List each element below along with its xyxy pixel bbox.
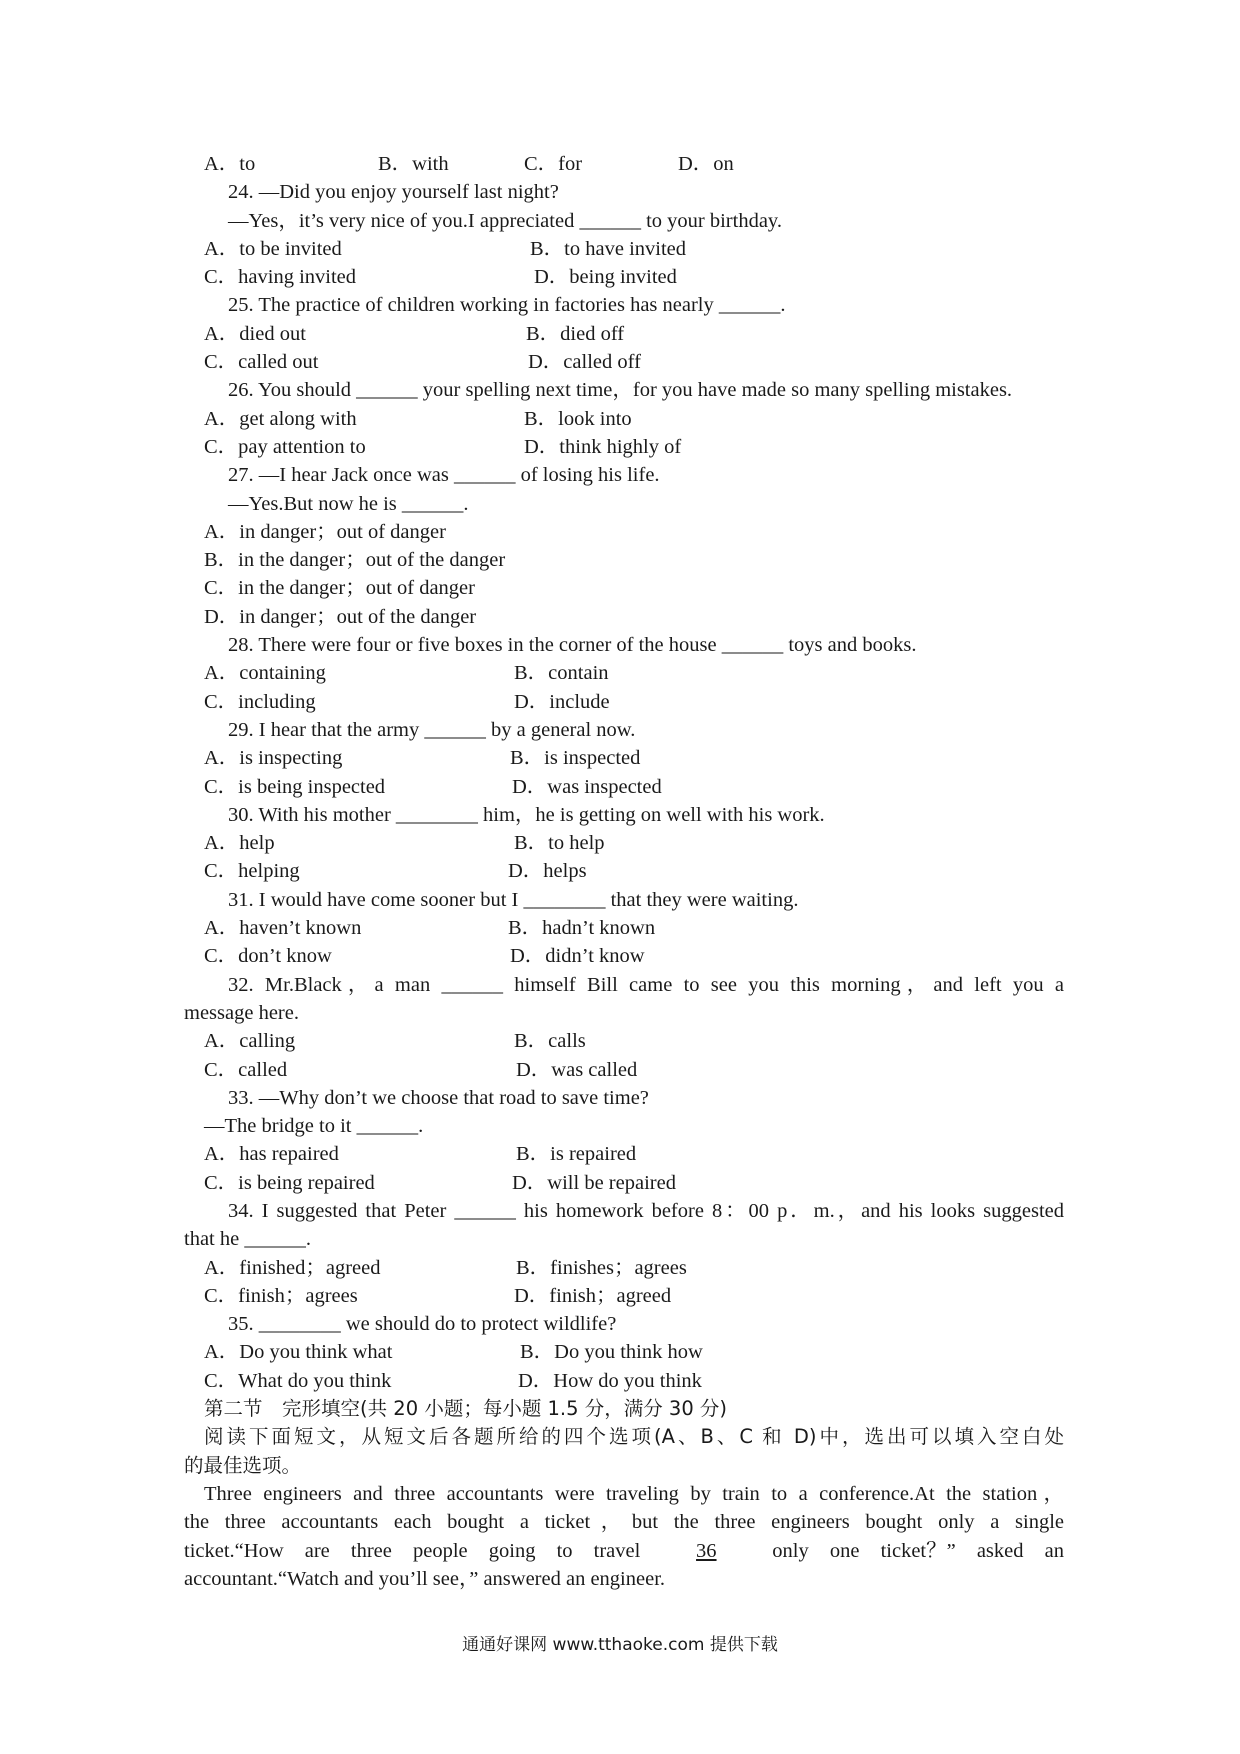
q33-option-a: A．has repaired (204, 1143, 339, 1166)
q25-option-b: B．died off (526, 322, 625, 345)
passage-line4: accountant.“Watch and you’ll see，” answered an engineer. (184, 1567, 666, 1590)
q24-option-b: B．to have invited (530, 237, 687, 260)
q31-option-a: A．haven’t known (204, 917, 362, 940)
q26-option-b: B．look into (524, 407, 632, 430)
q24-options-row1 (184, 235, 1064, 263)
q32-stem: 32. Mr.Black，a man ______ himself Bill came to see you this morning，and left you a (228, 973, 1064, 996)
q34-stem: 34. I suggested that Peter ______ his homework before 8：00 p．m.，and his looks suggested (228, 1199, 1064, 1222)
q28-options-row2 (184, 688, 1064, 716)
q29-stem: 29. I hear that the army ______ by a general now. (228, 718, 636, 741)
q25-options-row2 (184, 348, 1064, 376)
q33-reply: —The bridge to it ______. (204, 1115, 424, 1138)
q31-options-row1 (184, 914, 1064, 942)
q32-option-d: D．was called (516, 1058, 638, 1081)
passage-line3-part1: ticket.“How are three people going to travel (184, 1539, 641, 1562)
q35-option-c: C．What do you think (204, 1369, 392, 1392)
q27-stem: 27. —I hear Jack once was ______ of losing his life. (228, 464, 660, 487)
passage-line3 (184, 1537, 1064, 1565)
q29-options-row1 (184, 744, 1064, 772)
q31-stem: 31. I would have come sooner but I ________ that they were waiting. (228, 888, 799, 911)
q26-options-row1 (184, 405, 1064, 433)
q34-options-row1 (184, 1254, 1064, 1282)
q25-option-a: A．died out (204, 322, 306, 345)
q32-options-row2 (184, 1056, 1064, 1084)
q30-option-d: D．helps (508, 860, 587, 883)
q31-option-c: C．don’t know (204, 945, 332, 968)
q33-option-c: C．is being repaired (204, 1171, 375, 1194)
q35-option-a: A．Do you think what (204, 1341, 393, 1364)
q29-option-a: A．is inspecting (204, 747, 343, 770)
q26-option-c: C．pay attention to (204, 435, 366, 458)
q28-option-a: A．containing (204, 662, 326, 685)
q30-stem: 30. With his mother ________ him，he is getting on well with his work. (228, 803, 825, 826)
passage-line3-part2: only one ticket？” asked an (772, 1539, 1064, 1562)
q34-option-a: A．finished；agreed (204, 1256, 381, 1279)
q32-options-row1 (184, 1027, 1064, 1055)
q30-option-b: B．to help (514, 832, 605, 855)
q34-options-row2 (184, 1282, 1064, 1310)
q26-stem: 26. You should ______ your spelling next time，for you have made so many spelling mistakes. (228, 379, 1013, 402)
q32-option-a: A．calling (204, 1030, 296, 1053)
q29-options-row2 (184, 773, 1064, 801)
passage-line2: the three accountants each bought a ticket，but the three engineers bought only a single (184, 1511, 1064, 1534)
q30-option-a: A．help (204, 832, 275, 855)
q28-option-c: C．including (204, 690, 316, 713)
q24-stem: 24. —Did you enjoy yourself last night? (228, 181, 559, 204)
q24-option-c: C．having invited (204, 266, 357, 289)
q24-option-a: A．to be invited (204, 237, 342, 260)
q25-options-row1 (184, 320, 1064, 348)
q30-options-row2 (184, 857, 1064, 885)
q33-options-row2 (184, 1169, 1064, 1197)
q23-options (184, 150, 1064, 178)
q25-option-d: D．called off (528, 351, 641, 374)
q35-option-d: D．How do you think (518, 1369, 702, 1392)
q35-options-row2 (184, 1367, 1064, 1395)
q29-option-d: D．was inspected (512, 775, 662, 798)
q26-option-a: A．get along with (204, 407, 357, 430)
q34-stem-continued: that he ______. (184, 1228, 311, 1251)
q23-option-c: C．for (524, 153, 583, 175)
q30-options-row1 (184, 829, 1064, 857)
q32-stem-continued: message here. (184, 1001, 299, 1024)
section2-instruction-line1: 阅读下面短文，从短文后各题所给的四个选项(A、B、C 和 D)中，选出可以填入空白处 (204, 1425, 1064, 1449)
q33-option-b: B．is repaired (516, 1143, 637, 1166)
passage-line1: Three engineers and three accountants were traveling by train to a conference.At the station， (204, 1482, 1064, 1505)
q28-option-b: B．contain (514, 662, 609, 685)
q34-option-c: C．finish；agrees (204, 1284, 358, 1307)
q35-options-row1 (184, 1338, 1064, 1366)
q32-option-c: C．called (204, 1058, 288, 1081)
q25-option-c: C．called out (204, 351, 319, 374)
q26-options-row2 (184, 433, 1064, 461)
q24-option-d: D．being invited (534, 266, 677, 289)
q27-option-d: D．in danger；out of the danger (204, 605, 477, 628)
q33-stem: 33. —Why don’t we choose that road to save time? (228, 1086, 649, 1109)
q27-reply: —Yes.But now he is ______. (228, 492, 469, 515)
q31-option-b: B．hadn’t known (508, 917, 656, 940)
q28-stem: 28. There were four or five boxes in the corner of the house ______ toys and books. (228, 634, 917, 657)
q33-option-d: D．will be repaired (512, 1171, 676, 1194)
q34-option-d: D．finish；agreed (514, 1284, 672, 1307)
q26-option-d: D．think highly of (524, 435, 682, 458)
q29-option-b: B．is inspected (510, 747, 641, 770)
q24-reply: —Yes，it’s very nice of you.I appreciated ______ to your birthday. (228, 209, 782, 232)
q29-option-c: C．is being inspected (204, 775, 386, 798)
q34-option-b: B．finishes；agrees (516, 1256, 687, 1279)
q28-option-d: D．include (514, 690, 610, 713)
q24-options-row2 (184, 263, 1064, 291)
page-content (184, 150, 1064, 1593)
q32-option-b: B．calls (514, 1030, 586, 1053)
q23-option-b: B．with (378, 153, 449, 175)
page-footer: 通通好课网 www.tthaoke.com 提供下载 (462, 1635, 778, 1655)
q35-stem: 35. ________ we should do to protect wildlife? (228, 1313, 617, 1336)
q28-options-row1 (184, 659, 1064, 687)
blank-36: 36 (696, 1539, 717, 1562)
q23-option-d: D．on (678, 153, 734, 175)
q35-option-b: B．Do you think how (520, 1341, 703, 1364)
q27-option-b: B．in the danger；out of the danger (204, 549, 506, 572)
q31-options-row2 (184, 942, 1064, 970)
section2-heading: 第二节 完形填空(共 20 小题；每小题 1.5 分，满分 30 分) (204, 1397, 728, 1421)
q23-option-a: A．to (204, 153, 256, 175)
q33-options-row1 (184, 1140, 1064, 1168)
q27-option-a: A．in danger；out of danger (204, 520, 446, 543)
section2-instruction-line2: 的最佳选项。 (184, 1453, 302, 1477)
q31-option-d: D．didn’t know (510, 945, 645, 968)
q27-option-c: C．in the danger；out of danger (204, 577, 475, 600)
q30-option-c: C．helping (204, 860, 300, 883)
q25-stem: 25. The practice of children working in factories has nearly ______. (228, 294, 786, 317)
